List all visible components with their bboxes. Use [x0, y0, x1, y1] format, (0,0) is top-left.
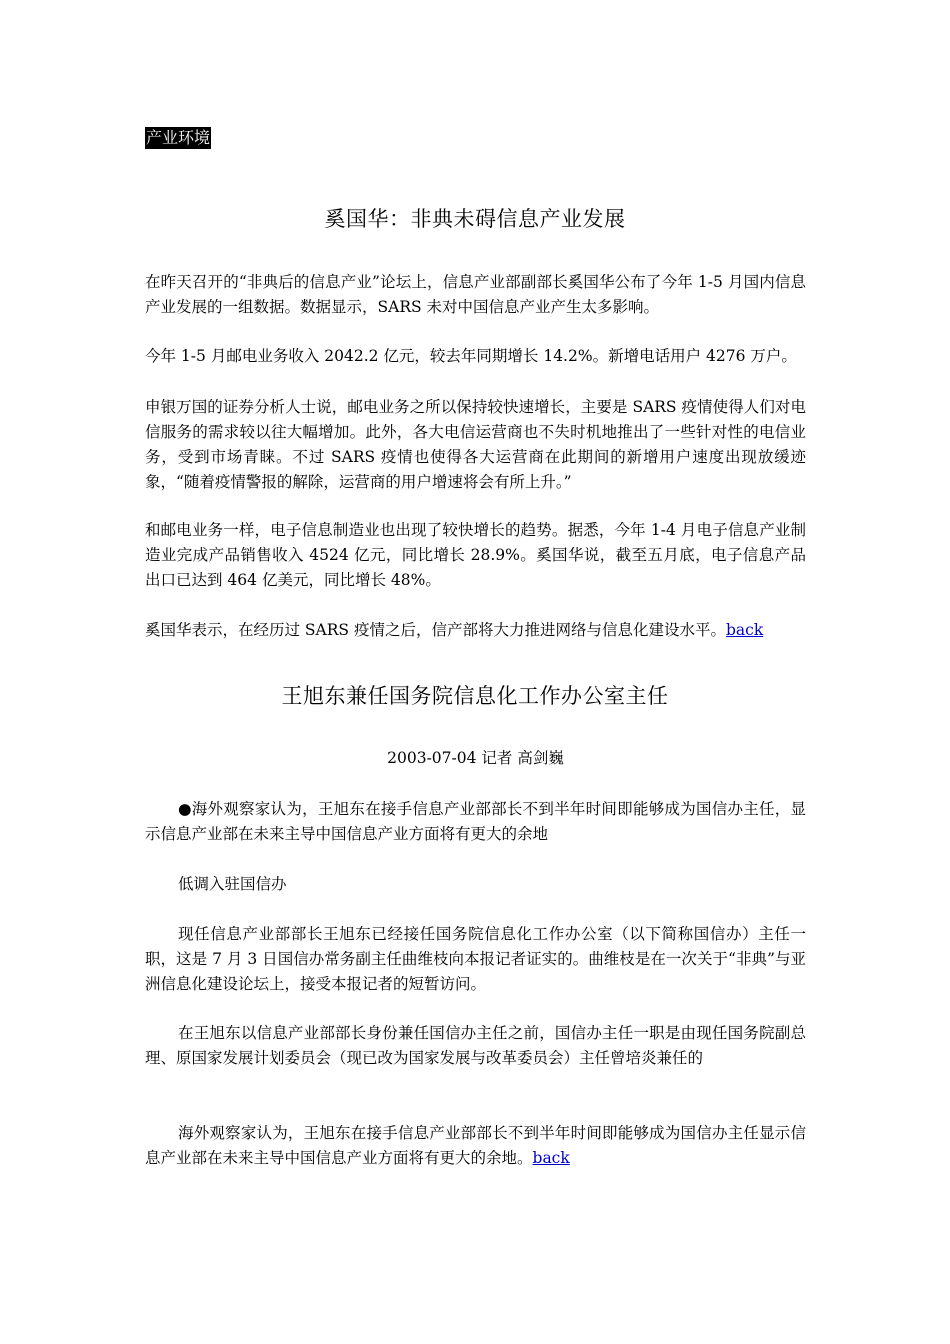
article2-paragraph-1: ●海外观察家认为，王旭东在接手信息产业部部长不到半年时间即能够成为国信办主任，显示信息产业部在未来主导中国信息产业方面将有更大的余地 [145, 800, 806, 843]
article1-title: 奚国华：非典未碍信息产业发展 [324, 207, 626, 231]
article2-paragraph-5-text: 海外观察家认为，王旭东在接手信息产业部部长不到半年时间即能够成为国信办主任显示信息产业部在未来主导中国信息产业方面将有更大的余地。 [145, 1124, 806, 1167]
article2-paragraph-4: 在王旭东以信息产业部部长身份兼任国信办主任之前，国信办主任一职是由现任国务院副总理、原国家发展计划委员会（现已改为国家发展与改革委员会）主任曾培炎兼任的 [145, 1024, 806, 1067]
article1-paragraph-1: 在昨天召开的“非典后的信息产业”论坛上，信息产业部副部长奚国华公布了今年 1-5 月国内信息产业发展的一组数据。数据显示，SARS 未对中国信息产业产生太多影响。 [145, 273, 806, 316]
article1-paragraph-5 [145, 618, 806, 643]
article1-paragraph-3: 申银万国的证券分析人士说，邮电业务之所以保持较快速增长，主要是 SARS 疫情使得人们对电信服务的需求较以往大幅增加。此外，各大电信运营商也不失时机地推出了一些针对性的电信业务，受到市场青睐。不过 SARS 疫情也使得各大运营商在此期间的新增用户速度出现放缓迹象，“随着疫情警报的解除，运营商的用户增速将会有所上升。” [145, 398, 806, 491]
section-tag: 产业环境 [146, 128, 211, 147]
article2-paragraph-3: 现任信息产业部部长王旭东已经接任国务院信息化工作办公室（以下简称国信办）主任一职，这是 7 月 3 日国信办常务副主任曲维枝向本报记者证实的。曲维枝是在一次关于“非典”与亚洲信息化建设论坛上，接受本报记者的短暂访问。 [145, 925, 806, 993]
article2-paragraph-2: 低调入驻国信办 [178, 875, 287, 893]
article2-paragraph-5 [145, 1121, 806, 1171]
article1-paragraph-4: 和邮电业务一样，电子信息制造业也出现了较快增长的趋势。据悉，今年 1-4 月电子信息产业制造业完成产品销售收入 4524 亿元，同比增长 28.9%。奚国华说，截至五月底，电子信息产品出口已达到 464 亿美元，同比增长 48%。 [145, 521, 806, 589]
article1-paragraph-2: 今年 1-5 月邮电业务收入 2042.2 亿元，较去年同期增长 14.2%。新增电话用户 4276 万户。 [145, 347, 797, 365]
article2-byline: 2003-07-04 记者 高剑巍 [387, 749, 564, 767]
article2-title: 王旭东兼任国务院信息化工作办公室主任 [281, 684, 669, 708]
back-link[interactable]: back [725, 621, 764, 639]
article1-paragraph-5-text: 奚国华表示，在经历过 SARS 疫情之后，信产部将大力推进网络与信息化建设水平。 [145, 621, 726, 639]
back-link[interactable]: back [532, 1149, 570, 1167]
